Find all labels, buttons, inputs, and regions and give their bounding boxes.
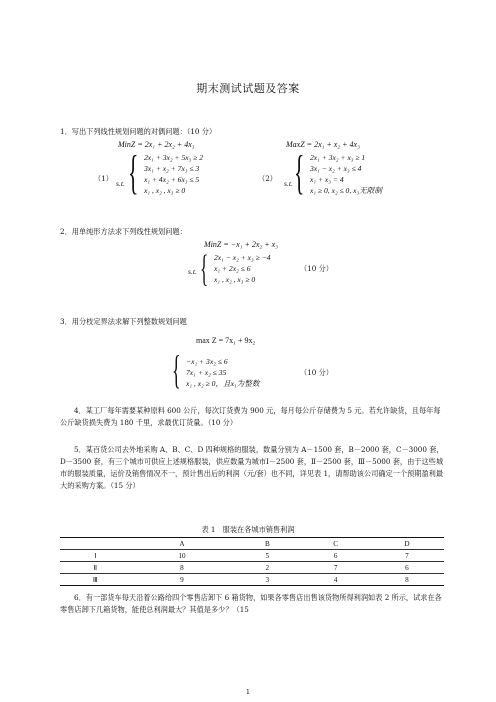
table-header-cell: B — [233, 538, 301, 550]
q1-part2-constraint: x₁ + x₃ = 4 — [310, 175, 344, 184]
table-caption: 表 1 服装在各城市销售利润 — [201, 525, 295, 534]
question-2-text: 2．用单纯形方法求下列线性规划问题： — [60, 227, 187, 236]
table-row — [60, 550, 444, 562]
table-header-cell: D — [370, 538, 444, 550]
question-1-text: 1．写出下列线性规划问题的对偶问题：（10 分） — [60, 127, 217, 136]
table-cell: 5 — [233, 550, 301, 562]
q3-constraint: −x₁ + 3x₂ ≤ 6 — [186, 357, 228, 366]
table-cell: 6 — [370, 562, 444, 574]
q3-objective: max Z = 7x₁ + 9x₂ — [196, 336, 256, 345]
q2-constraints — [214, 252, 271, 285]
q2-st: s.t. — [188, 267, 197, 276]
table-header-cell — [60, 538, 131, 550]
q1-part2-constraint: 2x₁ + 3x₂ + x₃ ≥ 1 — [310, 153, 366, 162]
table-header-row — [60, 538, 444, 550]
q2-points: （10 分） — [300, 264, 333, 273]
table-cell: 7 — [302, 562, 370, 574]
table-cell: 2 — [233, 562, 301, 574]
q1-part2-st: s.t. — [284, 179, 293, 188]
table-header-cell: A — [131, 538, 233, 550]
table-cell: 4 — [302, 574, 370, 586]
q1-part1-constraint: x₁ + 4x₂ + 6x₃ ≤ 5 — [144, 175, 200, 184]
q1-part2-constraints — [310, 152, 382, 196]
q1-part1-constraints — [144, 152, 203, 196]
question-3-text: 3．用分枝定界法求解下列整数规划问题 — [60, 317, 187, 326]
table-cell: 9 — [131, 574, 233, 586]
q2-constraint: x₁ + 2x₂ ≤ 6 — [214, 264, 251, 273]
table-cell: 8 — [131, 562, 233, 574]
q2-constraint: 2x₁ − x₂ + x₃ ≥ −4 — [214, 253, 271, 262]
q2-brace: { — [200, 248, 209, 290]
table-cell: 6 — [302, 550, 370, 562]
table-cell: Ⅰ — [60, 550, 131, 562]
page-number: 1 — [245, 688, 251, 696]
table-row — [60, 574, 444, 586]
table-cell: Ⅲ — [60, 574, 131, 586]
q1-part1-st: s.t. — [116, 179, 125, 188]
q2-objective: MinZ = −x₁ + 2x₂ + x₃ — [204, 240, 278, 249]
q2-constraint: x₁ , x₂ , x₃ ≥ 0 — [214, 275, 256, 284]
q1-part1-constraint: x₁ , x₂ , x₃ ≥ 0 — [144, 186, 186, 195]
table-cell: 7 — [370, 550, 444, 562]
q1-part2-constraint: x₁ ≥ 0, x₂ ≤ 0, x₃无限制 — [310, 186, 382, 195]
q3-constraints — [186, 356, 259, 389]
q1-part2-brace: { — [294, 146, 305, 199]
q1-part1-constraint: 2x₁ + 3x₂ + 5x₃ ≥ 2 — [144, 153, 204, 162]
q3-brace: { — [172, 347, 181, 392]
q1-part2-constraint: 3x₁ − x₂ + x₃ ≤ 4 — [310, 164, 362, 173]
table-cell: 10 — [131, 550, 233, 562]
page-title: 期末测试试题及答案 — [196, 82, 300, 95]
q1-part1-label: （1） — [94, 174, 113, 183]
q1-part1-constraint: 3x₁ + x₂ + 7x₃ ≤ 3 — [144, 164, 200, 173]
q1-part2-objective: MaxZ = 2x₁ + x₂ + 4x₃ — [286, 140, 360, 149]
table-cell: 3 — [233, 574, 301, 586]
question-5-text: 5．某百货公司去外地采购 A、B、C、D 四种规格的服装，数量分别为 A－1500 套，B－2000 套，C－3000 套，D－3500 套，有三个城市可供应上述规格服装，供应数量为城市Ⅰ－2500 套，Ⅱ－2500 套，Ⅲ－5000 套，由于这些城市的服装质量，运价及销售情况不一，预计售出后的利润（元/套）也不同，详见表 1，请帮助该公司确定一个预期盈利最大的采购方案。（15 分） — [60, 445, 444, 490]
q1-part1-objective: MinZ = 2x₁ + 2x₂ + 4x₃ — [118, 140, 195, 149]
q3-points: （10 分） — [300, 368, 333, 377]
table-row — [60, 562, 444, 574]
q3-constraint: 7x₁ + x₂ ≤ 35 — [186, 368, 227, 377]
table-cell: 8 — [370, 574, 444, 586]
table-cell: Ⅱ — [60, 562, 131, 574]
q3-constraint: x₁ , x₂ ≥ 0，且x₁为整数 — [186, 379, 260, 388]
question-6-text: 6．有一部货车每天沿着公路给四个零售店卸下 6 箱货物，如果各零售店出售该货物所得利润如表 2 所示，试求在各零售店卸下几箱货物，能使总利润最大？其值是多少？（15 — [60, 593, 442, 614]
table-header-cell: C — [302, 538, 370, 550]
q1-part2-label: （2） — [258, 174, 277, 183]
question-4-text: 4．某工厂每年需要某种原料 600 公斤，每次订货费为 900 元，每月每公斤存储费为 5 元。若允许缺货，且每年每公斤缺货损失费为 180 千里，求最优订货量。（10 分） — [60, 406, 441, 427]
q1-part1-brace: { — [128, 146, 139, 199]
profit-table — [60, 537, 444, 586]
